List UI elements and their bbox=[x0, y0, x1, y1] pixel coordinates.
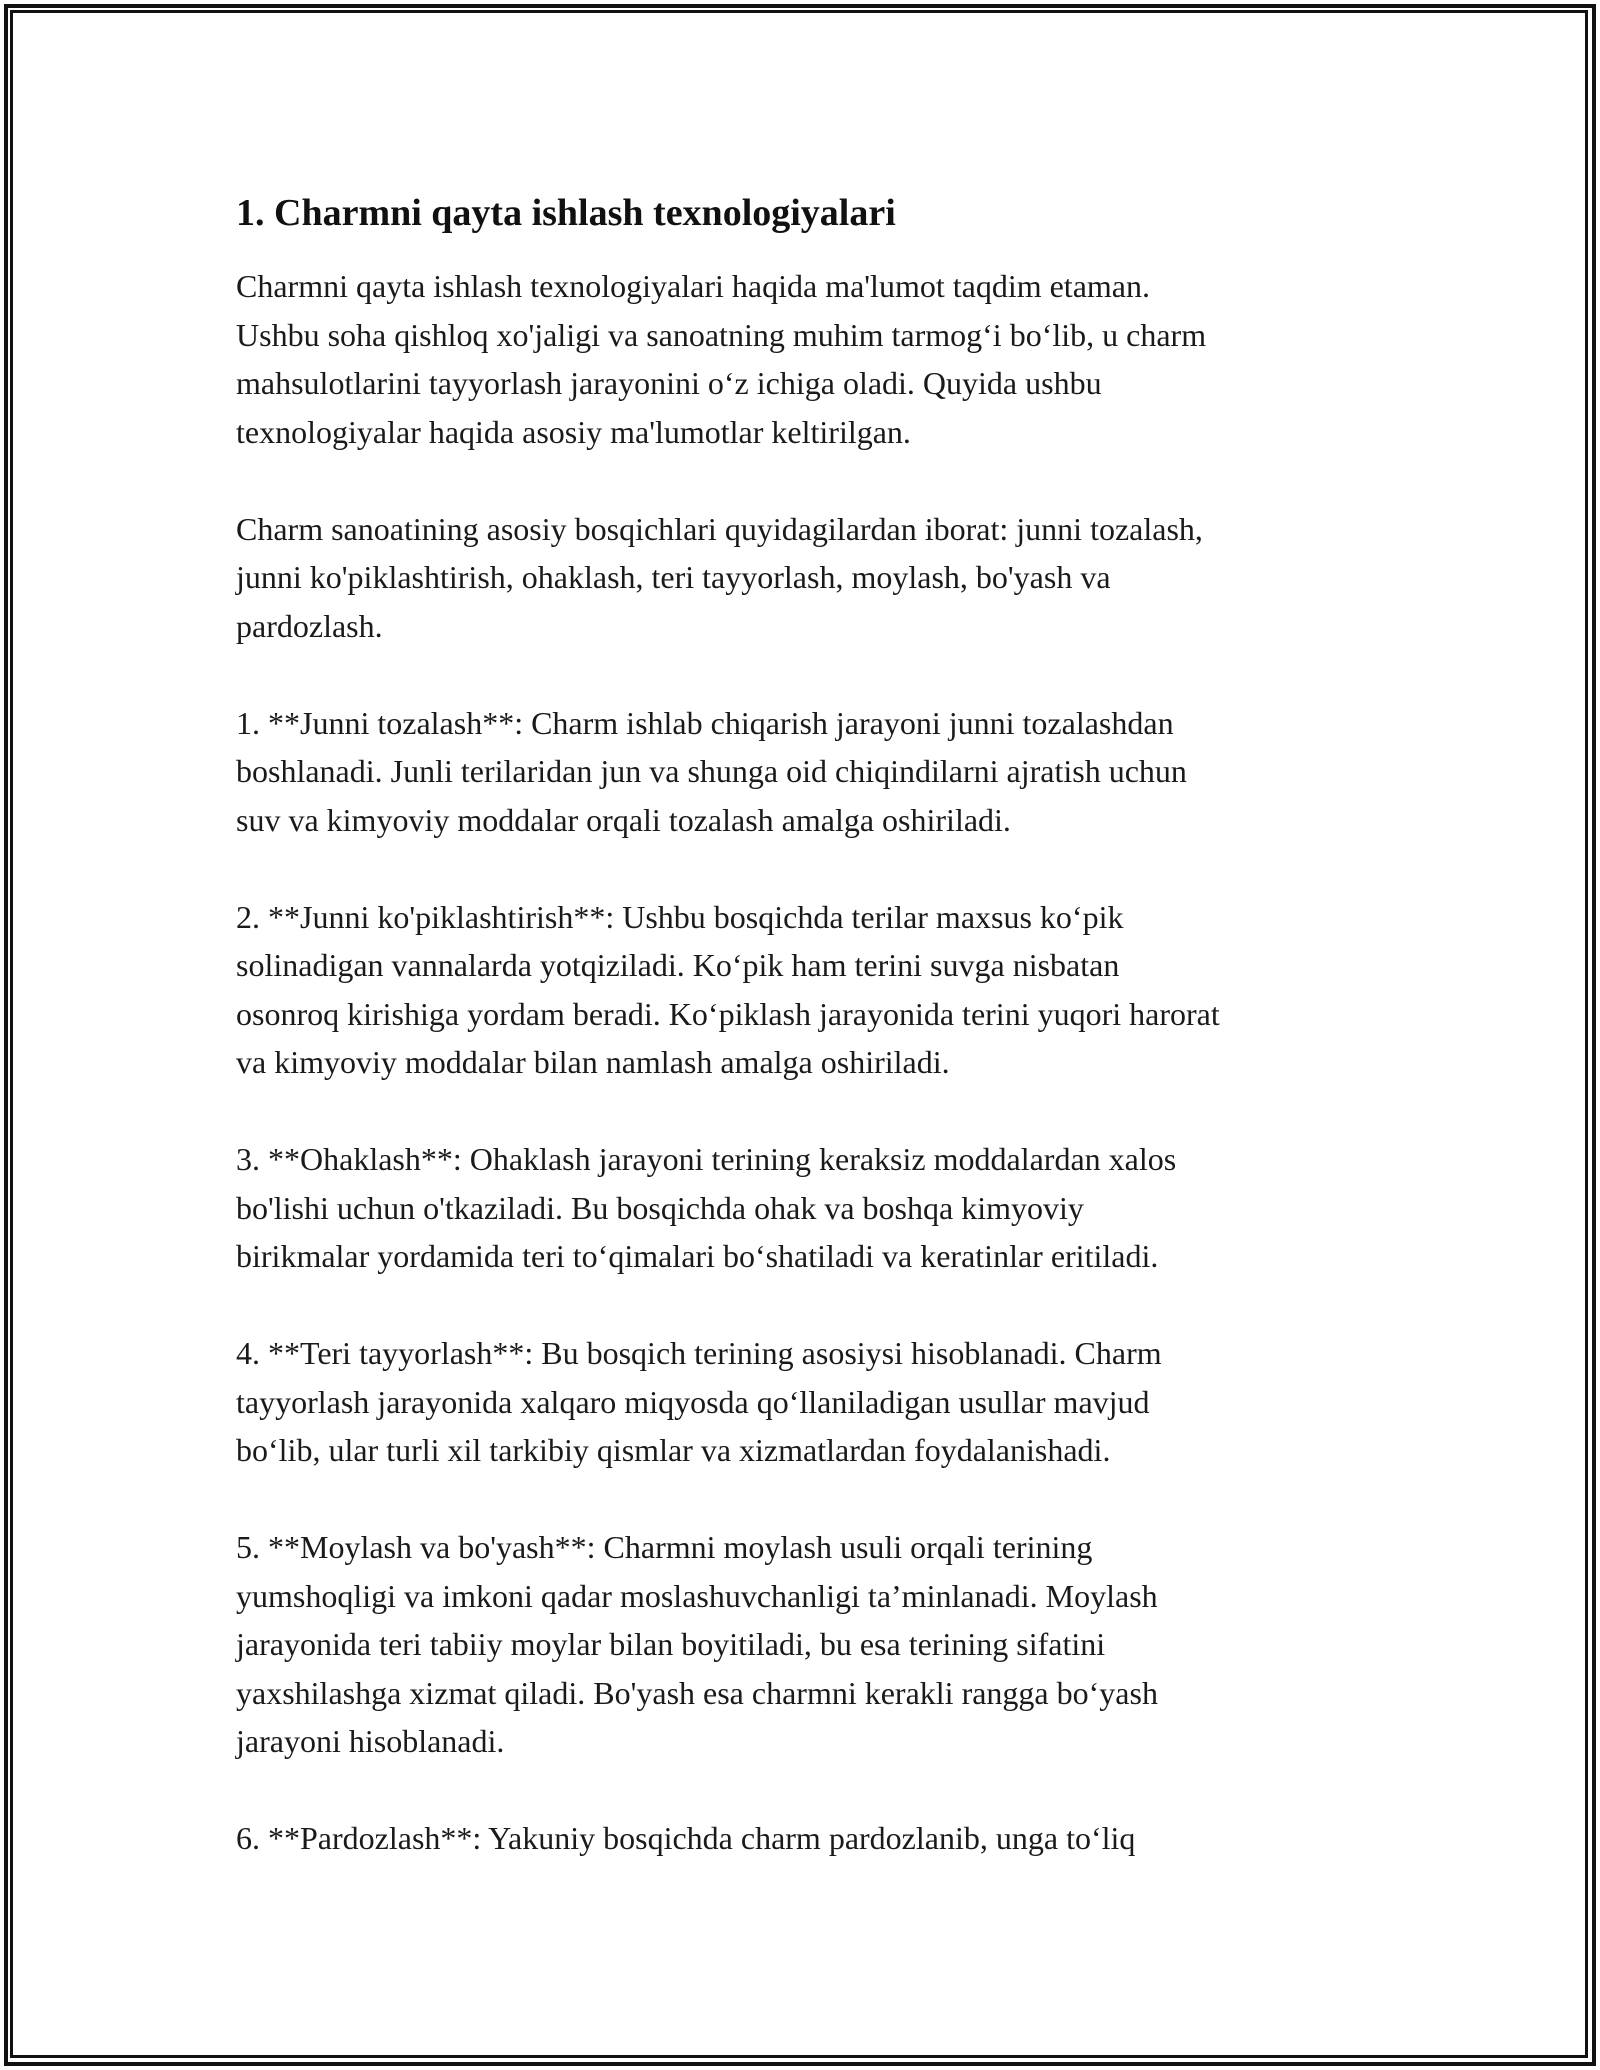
paragraph-step-6: 6. **Pardozlash**: Yakuniy bosqichda charm pardozlanib, unga to‘liq bbox=[236, 1820, 1136, 1856]
paragraph-intro: Charmni qayta ishlash texnologiyalari haqida ma'lumot taqdim etaman. Ushbu soha qishloq xo'jaligi va sanoatning muhim tarmog‘i bo‘lib, u charm mahsulotlarini tayyorlash jarayonini o‘z ichiga oladi. Quyida ushbu texnologiyalar haqida asosiy ma'lumotlar keltirilgan. bbox=[236, 268, 1207, 450]
section-heading: 1. Charmni qayta ishlash texnologiyalari bbox=[236, 192, 896, 234]
paragraph-step-4: 4. **Teri tayyorlash**: Bu bosqich terining asosiysi hisoblanadi. Charm tayyorlash jarayonida xalqaro miqyosda qo‘llaniladigan usullar mavjud bo‘lib, ular turli xil tarkibiy qismlar va xizmatlardan foydalanishadi. bbox=[236, 1335, 1162, 1468]
paragraph-stages-overview: Charm sanoatining asosiy bosqichlari quyidagilardan iborat: junni tozalash, junni ko'piklashtirish, ohaklash, teri tayyorlash, moylash, bo'yash va pardozlash. bbox=[236, 510, 1203, 644]
paragraph-step-3: 3. **Ohaklash**: Ohaklash jarayoni terining keraksiz moddalardan xalos bo'lishi uchun o'tkaziladi. Bu bosqichda ohak va boshqa kimyoviy birikmalar yordamida teri to‘qimalari bo‘shatiladi va keratinlar eritiladi. bbox=[236, 1141, 1177, 1274]
document-body bbox=[236, 188, 1376, 1911]
paragraph-step-2: 2. **Junni ko'piklashtirish**: Ushbu bosqichda terilar maxsus ko‘pik solinadigan vannalarda yotqiziladi. Ko‘pik ham terini suvga nisbatan osonroq kirishiga yordam beradi. Ko‘piklash jarayonida terini yuqori harorat va kimyoviy moddalar bilan namlash amalga oshiriladi. bbox=[236, 898, 1220, 1080]
paragraph-step-1: 1. **Junni tozalash**: Charm ishlab chiqarish jarayoni junni tozalashdan boshlanadi. Junli terilaridan jun va shunga oid chiqindilarni ajratish uchun suv va kimyoviy moddalar orqali tozalash amalga oshiriladi. bbox=[236, 704, 1187, 838]
paragraph-step-5: 5. **Moylash va bo'yash**: Charmni moylash usuli orqali terining yumshoqligi va imkoni qadar moslashuvchanligi ta’minlanadi. Moylash jarayonida teri tabiiy moylar bilan boyitiladi, bu esa terining sifatini yaxshilashga xizmat qiladi. Bo'yash esa charmni kerakli rangga bo‘yash jarayoni hisoblanadi. bbox=[236, 1529, 1158, 1759]
